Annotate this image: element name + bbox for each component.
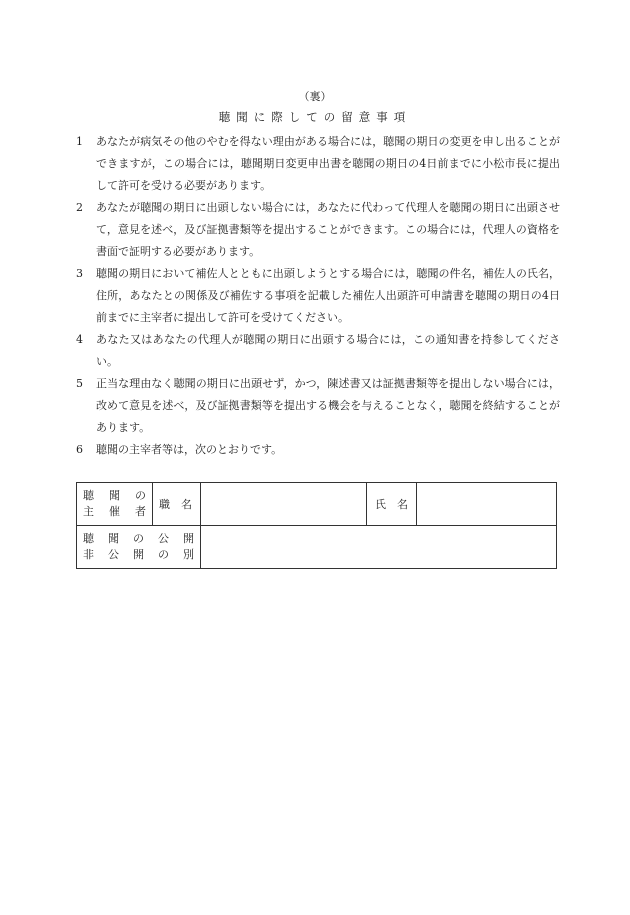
presider-label-line1: 聴聞の (83, 489, 146, 502)
disclosure-label-cell (77, 526, 201, 569)
disclosure-label-line1: 聴聞の公開 (83, 532, 194, 545)
notice-item-3 (76, 263, 560, 329)
notice-list (76, 131, 560, 461)
position-label-cell (153, 483, 201, 526)
notice-number: 6 (76, 443, 83, 456)
presider-row (77, 483, 557, 526)
disclosure-label-line2: 非公開の別 (83, 548, 194, 561)
notice-item-2 (76, 197, 560, 263)
name-value-cell[interactable] (417, 483, 557, 526)
disclosure-row (77, 526, 557, 569)
notice-number: 1 (76, 135, 83, 148)
presider-label-line2: 主催者 (83, 505, 146, 518)
notice-number: 5 (76, 377, 83, 390)
name-label: 氏 名 (375, 498, 408, 511)
notice-item-1 (76, 131, 560, 197)
notice-text: あなたが病気その他のやむを得ない理由がある場合には，聴聞の期日の変更を申し出ることができますが，この場合には，聴聞期日変更申出書を聴聞の期日の4日前までに小松市長に提出して許可を受ける必要があります。 (96, 135, 560, 192)
notice-item-5 (76, 373, 560, 439)
presider-table (76, 482, 557, 569)
notice-number: 4 (76, 333, 83, 346)
name-label-cell (367, 483, 417, 526)
notice-text: あなたが聴聞の期日に出頭しない場合には，あなたに代わって代理人を聴聞の期日に出頭させて，意見を述べ，及び証拠書類等を提出することができます。この場合には，代理人の資格を書面で証明する必要があります。 (96, 201, 560, 258)
disclosure-value-cell[interactable] (201, 526, 557, 569)
page-side-label: （裏） (298, 90, 332, 103)
notice-text: 正当な理由なく聴聞の期日に出頭せず，かつ，陳述書又は証拠書類等を提出しない場合には，改めて意見を述べ，及び証拠書類等を提出する機会を与えることなく，聴聞を終結することがあります。 (96, 377, 560, 434)
position-label: 職 名 (159, 498, 192, 511)
notice-text: 聴聞の主宰者等は，次のとおりです。 (96, 443, 283, 456)
presider-label-cell (77, 483, 153, 526)
notice-item-4 (76, 329, 560, 373)
position-value-cell[interactable] (201, 483, 367, 526)
notice-text: あなた又はあなたの代理人が聴聞の期日に出頭する場合には，この通知書を持参してください。 (96, 333, 560, 368)
notice-number: 3 (76, 267, 83, 280)
document-title: 聴聞に際しての留意事項 (218, 110, 412, 124)
notice-text: 聴聞の期日において補佐人とともに出頭しようとする場合には，聴聞の件名，補佐人の氏名，住所，あなたとの関係及び補佐する事項を記載した補佐人出頭許可申請書を聴聞の期日の4日前までに主宰者に提出して許可を受けてください。 (96, 267, 560, 324)
notice-item-6 (76, 439, 560, 461)
notice-number: 2 (76, 201, 83, 214)
